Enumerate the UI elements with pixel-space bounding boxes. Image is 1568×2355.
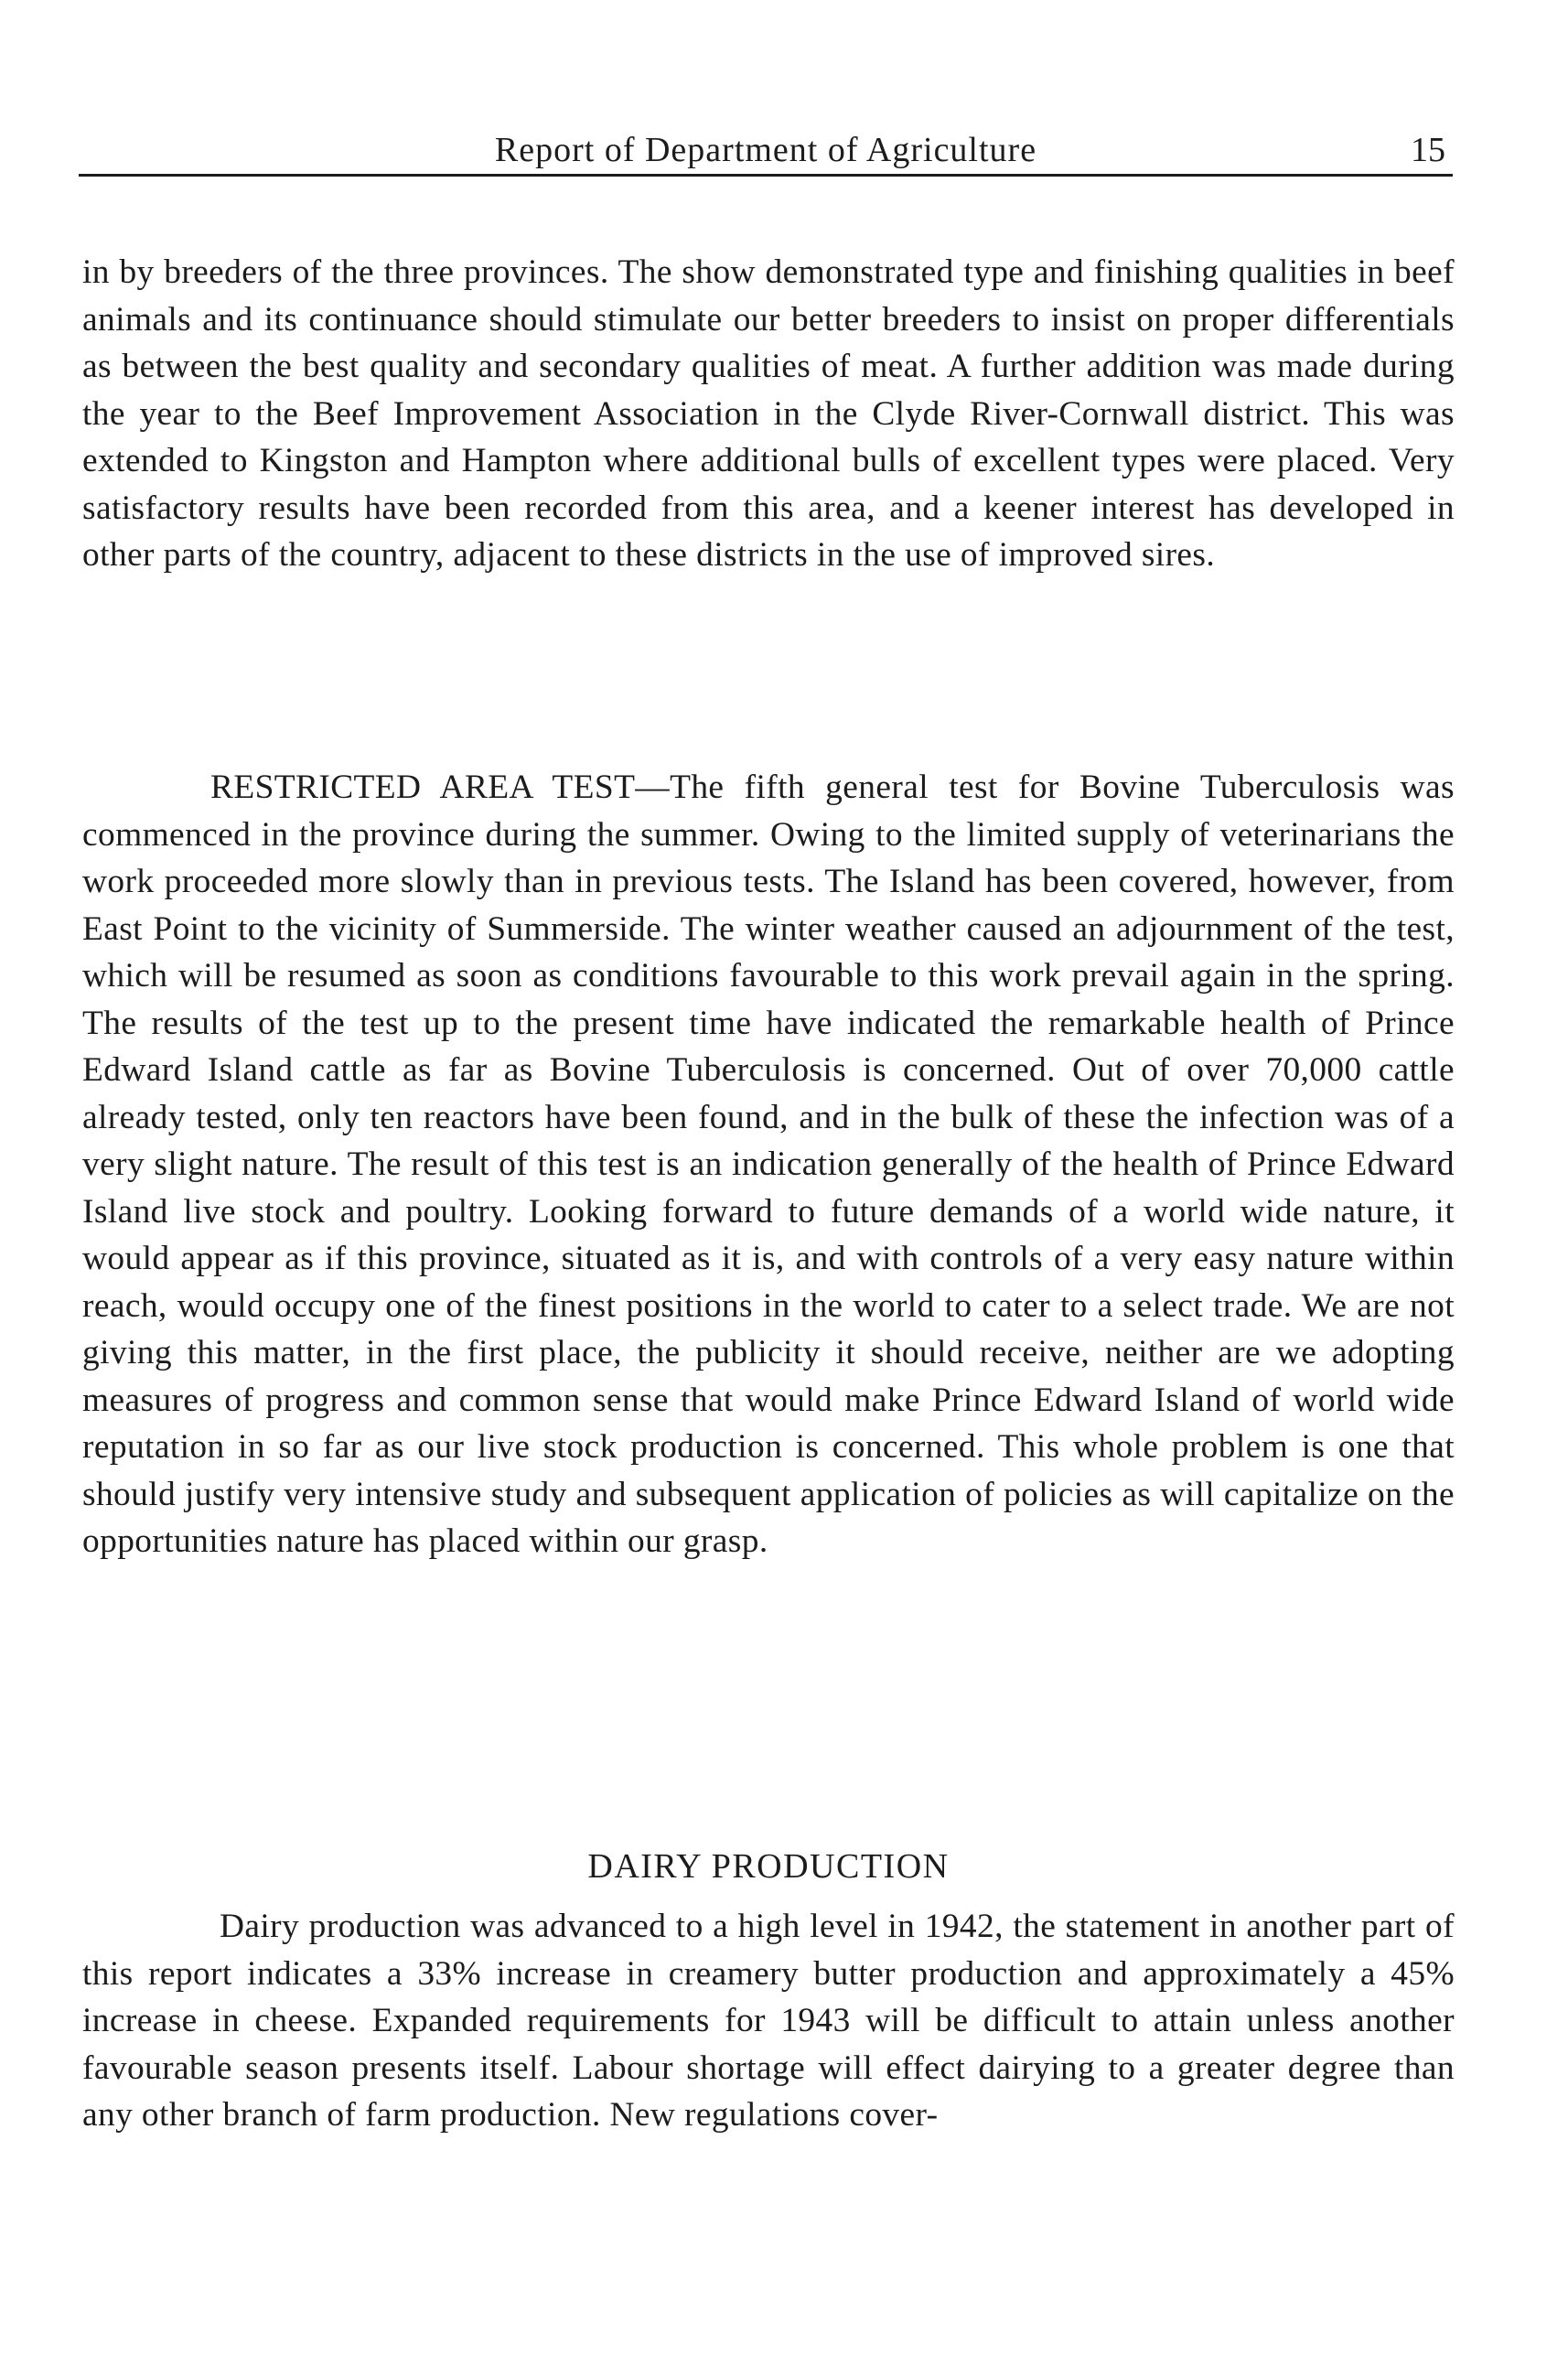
page-number: 15: [1411, 131, 1445, 169]
running-header: [79, 126, 1453, 177]
header-title: Report of Department of Agriculture: [494, 131, 1037, 169]
paragraph-restricted-area-test: RESTRICTED AREA TEST—The fifth general test for Bovine Tuberculosis was commenced in the province during the summer. Owing to the limited supply of veterinarians the work proceeded more slowly than in previous tests. The Island has been covered, however, from East Point to the vicinity of Summerside. The winter weather caused an adjournment of the test, which will be resumed as soon as conditions favourable to this work prevail again in the spring. The results of the test up to the present time have indicated the remarkable health of Prince Edward Island cattle as far as Bovine Tuberculosis is concerned. Out of over 70,000 cattle already tested, only ten reactors have been found, and in the bulk of these the infection was of a very slight nature. The result of this test is an indication generally of the health of Prince Edward Island live stock and poultry. Looking forward to future demands of a world wide nature, it would appear as if this province, situated as it is, and with controls of a very easy nature within reach, would occupy one of the finest positions in the world to cater to a select trade. We are not giving this matter, in the first place, the publicity it should receive, neither are we adopting measures of progress and common sense that would make Prince Edward Island of world wide reputation in so far as our live stock production is concerned. This whole problem is one that should justify very intensive study and subsequent application of policies as will capitalize on the opportunities nature has placed within our grasp.: [82, 769, 1455, 1560]
paragraph-beef-improvement: in by breeders of the three provinces. The show demonstrated type and finishing qualities in beef animals and its continuance should stimulate our better breeders to insist on proper differentials as between the best quality and secondary qualities of meat. A further addition was made during the year to the Beef Improvement Association in the Clyde River-Cornwall district. This was extended to Kingston and Hampton where additional bulls of excellent types were placed. Very satisfactory results have been recorded from this area, and a keener interest has developed in other parts of the country, adjacent to these districts in the use of improved sires.: [82, 253, 1455, 574]
section-heading-dairy-production: DAIRY PRODUCTION: [587, 1847, 950, 1886]
paragraph-dairy-production: Dairy production was advanced to a high level in 1942, the statement in another part of this report indicates a 33% increase in creamery butter production and approximately a 45% increase in cheese. Expanded requirements for 1943 will be difficult to attain unless another favourable season presents itself. Labour shortage will effect dairying to a greater degree than any other branch of farm production. New regulations cover-: [82, 1908, 1455, 2134]
